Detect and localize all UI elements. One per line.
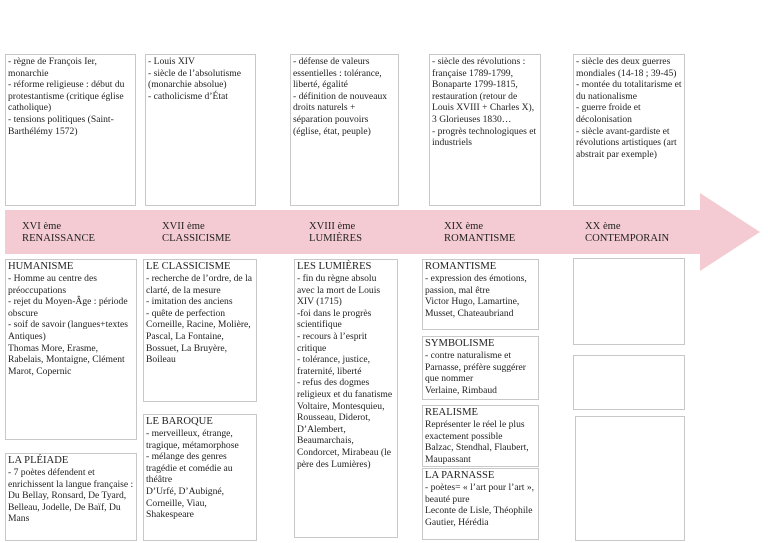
era-name: CLASSICISME [162, 233, 231, 244]
movement-box-empty-3 [575, 416, 685, 541]
movement-title: LE BAROQUE [146, 416, 213, 427]
context-line: - défense de valeurs essentielles : tolérance, liberté, égalité [293, 56, 385, 91]
movement-box-lumieres [294, 259, 398, 538]
era-century: XVI ème [22, 221, 62, 232]
movement-title: REALISME [425, 407, 478, 418]
movement-title: SYMBOLISME [425, 338, 495, 349]
movement-line: - poètes= « l’art pour l’art », beauté pure [425, 482, 537, 505]
movement-line: - Homme au centre des préoccupations [8, 273, 100, 296]
context-line: - siècle de l’absolutisme (monarchie absolue) [148, 67, 244, 91]
era-name: ROMANTISME [444, 233, 516, 244]
movement-line: - soif de savoir (langues+textes Antiques) [8, 319, 130, 342]
era-name: LUMIÈRES [309, 233, 362, 244]
context-box-19 [429, 54, 541, 206]
era-century: XVIII ème [309, 221, 356, 232]
movement-box-romantisme [422, 259, 539, 330]
context-line: - guerre froide et décolonisation [576, 102, 644, 125]
context-line: - siècle des révolutions : française 1789-1799, Bonaparte 1799-1815, restauration (retour de Louis XVIII + Charles X), 3 Glorieuses 1830… [432, 56, 537, 125]
movement-line: - tolérance, justice, fraternité, liberté [297, 354, 373, 377]
context-line: - règne de François Ier, monarchie [8, 56, 100, 79]
movement-box-symbolisme [422, 336, 539, 400]
movement-line: - refus des dogmes religieux et du fanatisme [297, 377, 393, 400]
context-line: - définition de nouveaux droits naturels + séparation pouvoirs (église, état, peuple) [293, 90, 390, 137]
movement-line: D’Urfé, D’Aubigné, Corneille, Viau, Shakespeare [146, 485, 227, 521]
movement-line: - recherche de l’ordre, de la clarté, de la mesure [146, 273, 255, 296]
movement-line: - merveilleux, étrange, tragique, métamorphose [146, 428, 239, 451]
movement-title: LA PARNASSE [425, 470, 495, 481]
context-line: - siècle des deux guerres mondiales (14-18 ; 39-45) [576, 56, 677, 79]
context-line: - progrès technologiques et industriels [432, 125, 539, 149]
context-line: - catholicisme d’État [148, 90, 228, 102]
era-label-17 [162, 221, 231, 245]
era-label-19 [444, 221, 515, 245]
movement-line: - mélange des genres tragédie et comédie au théâtre [146, 451, 235, 486]
movement-line: - expression des émotions, passion, mal être [425, 273, 530, 296]
movement-line: - 7 poètes défendent et enrichissent la langue française : Du Bellay, Ronsard, De Tyard, Belleau, Jodelle, De Baïf, Du Mans [8, 467, 136, 525]
era-century: XX ème [585, 221, 621, 232]
movement-box-empty-2 [573, 355, 685, 410]
movement-line: Thomas More, Erasme, Rabelais, Montaigne, Clément Marot, Copernic [8, 342, 128, 377]
movement-box-baroque [143, 414, 257, 541]
movement-line: - rejet du Moyen-Âge : période obscure [8, 296, 131, 319]
movement-title: ROMANTISME [425, 261, 497, 272]
era-label-20 [585, 221, 669, 245]
context-box-20 [573, 54, 685, 206]
context-line: - siècle avant-gardiste et révolutions artistiques (art abstrait par exemple) [576, 125, 680, 160]
era-name: RENAISSANCE [22, 233, 95, 244]
movement-line: -foi dans le progrès scientifique [297, 307, 374, 331]
context-line: - réforme religieuse : début du protestantisme (critique église catholique) [8, 79, 127, 114]
movement-title: LE CLASSICISME [146, 261, 231, 272]
movement-line: - fin du règne absolu avec la mort de Louis XIV (1715) [297, 273, 383, 308]
movement-line: - contre naturalisme et Parnasse, préfère suggérer que nommer [425, 350, 529, 385]
movement-title: HUMANISME [8, 261, 74, 272]
movement-line: - recours à l’esprit critique [297, 330, 370, 354]
era-century: XVII ème [162, 221, 205, 232]
context-line: - Louis XIV [148, 56, 195, 67]
movement-title: LES LUMIÈRES [297, 261, 372, 272]
movement-line: Leconte de Lisle, Théophile Gautier, Hérédia [425, 505, 535, 528]
era-century: XIX ème [444, 221, 484, 232]
movement-title: LA PLÉIADE [8, 455, 69, 466]
movement-line: Corneille, Racine, Molière, Pascal, La Fontaine, Bossuet, La Bruyère, Boileau [146, 319, 254, 366]
movement-box-humanisme [5, 259, 137, 440]
context-box-16 [5, 54, 136, 206]
context-line: - montée du totalitarisme et du nationalisme [576, 79, 684, 102]
movement-line: Voltaire, Montesquieu, Rousseau, Diderot, D’Alembert, Beaumarchais, Condorcet, Mirabeau (le père des Lumières) [297, 400, 394, 470]
movement-line: Victor Hugo, Lamartine, Musset, Chateaubriand [425, 296, 522, 319]
movement-line: - quête de perfection [146, 307, 226, 319]
context-box-18 [290, 54, 399, 206]
era-name: CONTEMPORAIN [585, 233, 670, 244]
context-line: - tensions politiques (Saint-Barthélémy 1572) [8, 113, 114, 137]
era-label-16 [22, 221, 95, 245]
movement-box-parnasse [422, 468, 539, 540]
movement-box-pleiade [5, 453, 137, 541]
movement-line: - imitation des anciens [146, 296, 233, 308]
movement-line: Balzac, Stendhal, Flaubert, Maupassant [425, 442, 532, 465]
movement-box-empty-1 [573, 258, 685, 345]
movement-line: Représenter le réel le plus exactement possible [425, 419, 528, 442]
movement-line: Verlaine, Rimbaud [425, 384, 497, 396]
era-label-18 [309, 221, 362, 245]
movement-box-classicisme [143, 259, 257, 402]
context-box-17 [145, 54, 256, 206]
movement-box-realisme [422, 405, 539, 467]
